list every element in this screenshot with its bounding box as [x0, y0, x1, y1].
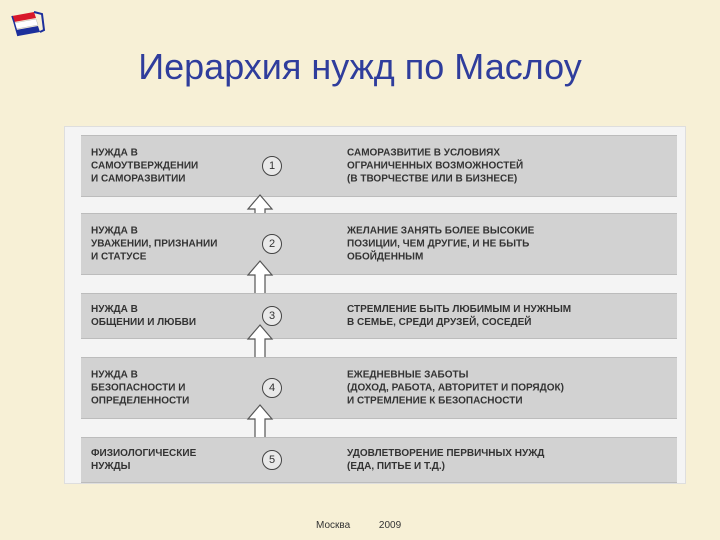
level-3-description: СТРЕМЛЕНИЕ БЫТЬ ЛЮБИМЫМ И НУЖНЫМ В СЕМЬЕ, СРЕДИ ДРУЗЕЙ, СОСЕДЕЙ: [347, 304, 572, 328]
level-2-band: [81, 213, 677, 275]
maslow-hierarchy-figure: [64, 126, 686, 484]
level-4-band: [81, 357, 677, 419]
slide-title: Иерархия нужд по Маслоу: [138, 46, 582, 87]
level-3-number: 3: [262, 306, 282, 326]
level-1-description: САМОРАЗВИТИЕ В УСЛОВИЯХ ОГРАНИЧЕННЫХ ВОЗМОЖНОСТЕЙ (В ТВОРЧЕСТВЕ ИЛИ В БИЗНЕСЕ): [347, 147, 524, 185]
footer-city: Москва: [316, 520, 351, 531]
level-4-need: НУЖДА В БЕЗОПАСНОСТИ И ОПРЕДЕЛЕННОСТИ: [91, 369, 190, 407]
level-2-number: 2: [262, 234, 282, 254]
level-5-description: УДОВЛЕТВОРЕНИЕ ПЕРВИЧНЫХ НУЖД (ЕДА, ПИТЬЕ И Т.Д.): [347, 448, 545, 472]
level-5-number: 5: [262, 450, 282, 470]
level-5-need: ФИЗИОЛОГИЧЕСКИЕ НУЖДЫ: [91, 448, 197, 472]
level-4-number: 4: [262, 378, 282, 398]
level-1-number: 1: [262, 156, 282, 176]
level-3-band: [81, 293, 677, 339]
level-1-band: [81, 135, 677, 197]
level-5-band: [81, 437, 677, 483]
footer-year: 2009: [378, 520, 402, 531]
level-2-description: ЖЕЛАНИЕ ЗАНЯТЬ БОЛЕЕ ВЫСОКИЕ ПОЗИЦИИ, ЧЕМ ДРУГИЕ, И НЕ БЫТЬ ОБОЙДЕННЫМ: [347, 225, 535, 263]
level-1-need: НУЖДА В САМОУТВЕРЖДЕНИИ И САМОРАЗВИТИИ: [91, 147, 199, 185]
slide-footer: [316, 520, 427, 531]
level-2-need: НУЖДА В УВАЖЕНИИ, ПРИЗНАНИИ И СТАТУСЕ: [91, 225, 218, 263]
level-4-description: ЕЖЕДНЕВНЫЕ ЗАБОТЫ (ДОХОД, РАБОТА, АВТОРИТЕТ И ПОРЯДОК) И СТРЕМЛЕНИЕ К БЕЗОПАСНОСТИ: [347, 369, 564, 407]
flag-logo-icon: [8, 10, 48, 42]
level-3-need: НУЖДА В ОБЩЕНИИ И ЛЮБВИ: [91, 304, 197, 328]
